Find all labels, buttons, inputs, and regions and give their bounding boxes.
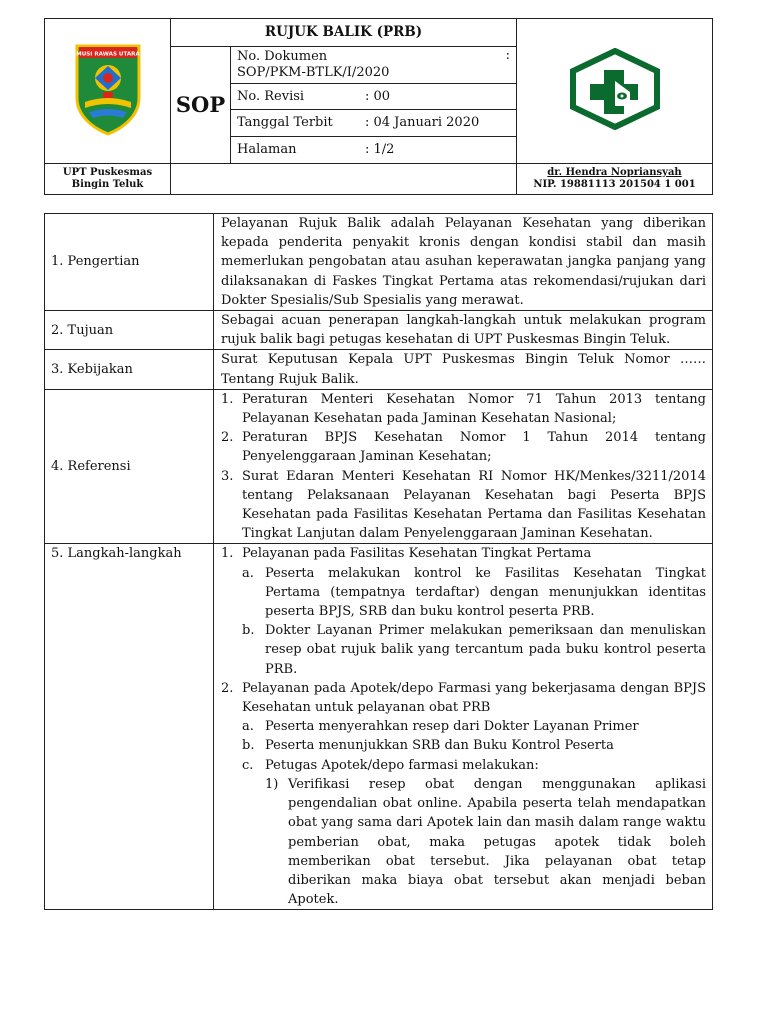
referensi-item-number: 3. xyxy=(221,468,234,484)
regency-logo-cell xyxy=(45,19,171,164)
referensi-item-number: 1. xyxy=(221,391,234,407)
doc-number-value: SOP/PKM-BTLK/I/2020 xyxy=(237,65,390,81)
doc-number-colon: : xyxy=(505,47,510,63)
section-row-pengertian xyxy=(45,214,713,311)
section-text-kebijakan xyxy=(214,350,713,389)
referensi-item-number: 2. xyxy=(221,430,234,446)
langkah-step xyxy=(221,544,706,563)
section-label-kebijakan: 3. Kebijakan xyxy=(45,350,214,389)
page-label: Halaman xyxy=(237,141,297,157)
signer-block xyxy=(517,163,713,194)
kebijakan-paragraph: Surat Keputusan Kepala UPT Puskesmas Bingin Teluk Nomor …… Tentang Rujuk Balik. xyxy=(221,352,706,387)
substep-letter: c. xyxy=(242,757,254,773)
document-header xyxy=(44,18,713,195)
referensi-item-text: Peraturan BPJS Kesehatan Nomor 1 Tahun 2014 tentang Penyelenggaraan Jaminan Kesehatan; xyxy=(242,430,706,465)
regency-crest-icon xyxy=(73,42,143,136)
referensi-item xyxy=(221,390,706,428)
tujuan-paragraph: Sebagai acuan penerapan langkah-langkah untuk melakukan program rujuk balik bagi petugas kesehatan di UPT Puskesmas Bingin Teluk. xyxy=(221,313,706,348)
section-text-pengertian xyxy=(214,214,713,311)
organization-name xyxy=(45,163,171,194)
puskesmas-logo-icon xyxy=(568,48,662,130)
step-number: 1. xyxy=(221,546,234,562)
section-row-langkah xyxy=(45,544,713,910)
step-text: Pelayanan pada Apotek/depo Farmasi yang bekerjasama dengan BPJS Kesehatan untuk pelayanan obat PRB xyxy=(242,680,706,716)
puskesmas-logo-cell xyxy=(517,19,713,164)
doc-number-label: No. Dokumen xyxy=(237,49,328,65)
langkah-substep xyxy=(242,717,706,736)
subsubstep-text: Verifikasi resep obat dengan menggunakan aplikasi pengendalian obat online. Apabila peserta telah mendapatkan obat yang sama dari Apotek lain dan masih dalam range waktu pemberian obat, maka petugas apotek tidak boleh memberikan obat tersebut. Jika pelayanan obat tetap diberikan maka biaya obat tersebut akan menjadi beban Apotek. xyxy=(288,776,706,908)
revision-label: No. Revisi xyxy=(237,88,305,104)
referensi-item xyxy=(221,428,706,466)
referensi-item-text: Surat Edaran Menteri Kesehatan RI Nomor HK/Menkes/3211/2014 tentang Pelaksanaan Pelayanan Kesehatan bagi Peserta BPJS Kesehatan pada Fasilitas Kesehatan Pertama dan Fasilitas Kesehatan Tingkat Lanjutan dalam Penyelenggaraan Jaminan Kesehatan. xyxy=(242,468,706,542)
langkah-substep xyxy=(242,756,706,775)
langkah-substep xyxy=(242,736,706,755)
section-row-tujuan xyxy=(45,311,713,350)
doc-number-field xyxy=(231,46,517,83)
langkah-substep xyxy=(242,564,706,622)
substep-text: Peserta menunjukkan SRB dan Buku Kontrol Peserta xyxy=(265,738,614,754)
issue-date-value: : 04 Januari 2020 xyxy=(365,115,480,131)
referensi-item xyxy=(221,467,706,544)
footer-blank-cell xyxy=(171,163,517,194)
section-row-kebijakan xyxy=(45,350,713,389)
langkah-substep xyxy=(242,621,706,679)
langkah-substeps xyxy=(221,564,706,679)
substep-letter: a. xyxy=(242,719,254,735)
section-text-referensi xyxy=(214,389,713,544)
substep-text: Peserta menyerahkan resep dari Dokter Layanan Primer xyxy=(265,719,639,735)
revision-value: : 00 xyxy=(365,88,391,104)
langkah-substeps xyxy=(221,717,706,909)
substep-text: Dokter Layanan Primer melakukan pemeriksaan dan menuliskan resep obat rujuk balik yang tercantum pada buku kontrol peserta PRB. xyxy=(265,623,706,677)
section-label-pengertian: 1. Pengertian xyxy=(45,214,214,311)
issue-date-label: Tanggal Terbit xyxy=(237,115,333,131)
langkah-step xyxy=(221,679,706,717)
section-text-langkah xyxy=(214,544,713,910)
referensi-item-text: Peraturan Menteri Kesehatan Nomor 71 Tahun 2013 tentang Pelayanan Kesehatan pada Jaminan Kesehatan Nasional; xyxy=(242,391,706,427)
substep-text: Peserta melakukan kontrol ke Fasilitas Kesehatan Tingkat Pertama (tempatnya terdaftar) dengan menunjukkan identitas peserta BPJS, SRB dan buku kontrol peserta PRB. xyxy=(265,565,706,620)
langkah-subsubsteps xyxy=(242,775,706,909)
page-field xyxy=(231,136,517,163)
page-value: : 1/2 xyxy=(365,141,395,157)
organization-line1: UPT Puskesmas xyxy=(62,166,153,178)
substep-letter: b. xyxy=(242,623,255,639)
section-row-referensi xyxy=(45,389,713,544)
issue-date-field xyxy=(231,110,517,137)
regency-banner-text: MUSI RAWAS UTARA xyxy=(75,51,140,58)
document-title: RUJUK BALIK (PRB) xyxy=(171,19,517,47)
substep-letter: a. xyxy=(242,565,254,581)
signer-nip: NIP. 19881113 201504 1 001 xyxy=(533,178,696,190)
section-label-langkah: 5. Langkah-langkah xyxy=(45,544,214,910)
substep-letter: b. xyxy=(242,738,255,754)
section-text-tujuan xyxy=(214,311,713,350)
signer-name: dr. Hendra Nopriansyah xyxy=(547,166,682,178)
pengertian-paragraph: Pelayanan Rujuk Balik adalah Pelayanan Kesehatan yang diberikan kepada penderita penyakit kronis dengan kondisi stabil dan masih memerlukan pengobatan atau asuhan keperawatan jangka panjang yang dilaksanakan di Faskes Tingkat Pertama atas rekomendasi/rujukan dari Dokter Spesialis/Sub Spesialis yang merawat. xyxy=(221,216,706,308)
sop-content-table xyxy=(44,213,713,910)
step-number: 2. xyxy=(221,680,234,696)
section-label-referensi: 4. Referensi xyxy=(45,389,214,544)
section-label-tujuan: 2. Tujuan xyxy=(45,311,214,350)
revision-field xyxy=(231,84,517,110)
subsubstep-number: 1) xyxy=(265,776,279,792)
substep-text: Petugas Apotek/depo farmasi melakukan: xyxy=(265,757,539,773)
langkah-subsubstep xyxy=(265,775,706,909)
sop-label: SOP xyxy=(171,46,231,163)
step-text: Pelayanan pada Fasilitas Kesehatan Tingkat Pertama xyxy=(242,546,592,562)
organization-line2: Bingin Teluk xyxy=(71,178,144,190)
